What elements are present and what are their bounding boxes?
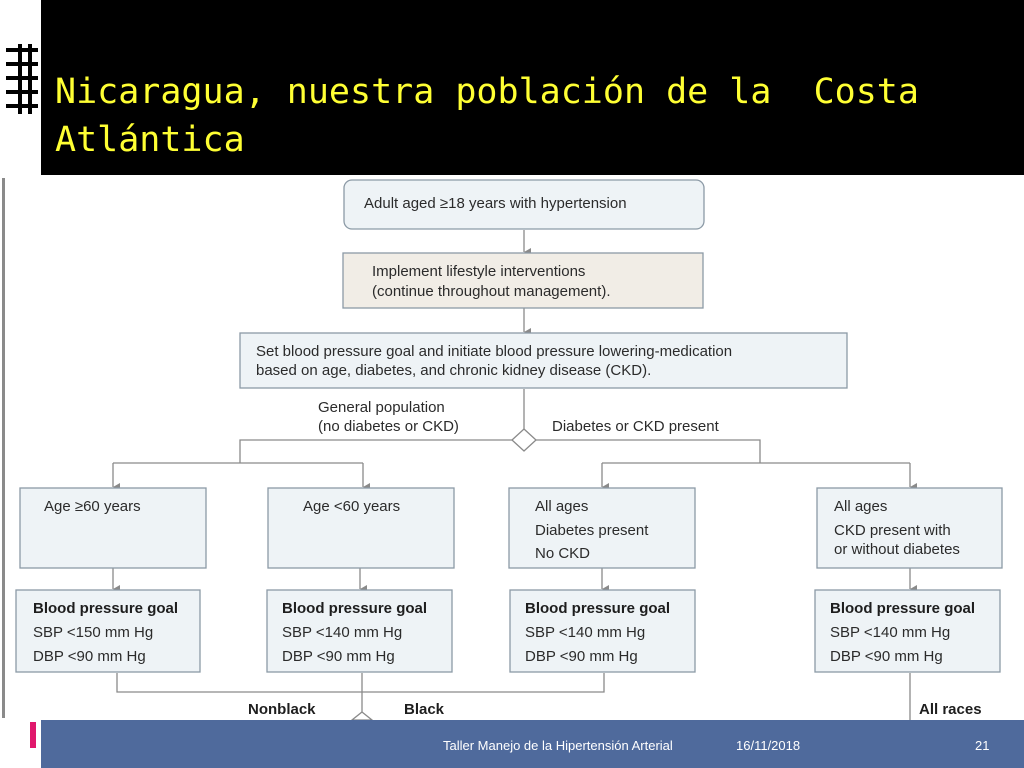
goal-1-heading: Blood pressure goal (33, 600, 179, 617)
group-3-line-1: All ages (535, 498, 589, 515)
goal-3-dbp: DBP <90 mm Hg (525, 648, 638, 665)
group-4-line-1: All ages (834, 498, 888, 515)
set-goal-box (240, 333, 847, 388)
lifestyle-line-1: Implement lifestyle interventions (372, 263, 586, 280)
branch-general-line-2: (no diabetes or CKD) (318, 418, 459, 435)
race-label-nonblack: Nonblack (248, 701, 316, 718)
decision-diamond (512, 429, 536, 451)
connector-right-branch (534, 440, 760, 463)
race-label-black: Black (404, 701, 445, 718)
goal-3-sbp: SBP <140 mm Hg (525, 624, 646, 641)
group-3-line-2: Diabetes present (535, 522, 649, 539)
decision-diamond-bottom (352, 712, 372, 720)
branch-diabetes-ckd: Diabetes or CKD present (552, 418, 719, 435)
lifestyle-line-2: (continue throughout management). (372, 283, 611, 300)
footer-page-number: 21 (975, 738, 990, 753)
connector-goals-merge (117, 673, 604, 692)
goal-1-dbp: DBP <90 mm Hg (33, 648, 146, 665)
goal-4-sbp: SBP <140 mm Hg (830, 624, 951, 641)
branch-general-line-1: General population (318, 399, 445, 416)
goal-3-heading: Blood pressure goal (525, 600, 671, 617)
goal-4-dbp: DBP <90 mm Hg (830, 648, 943, 665)
slide-title: Nicaragua, nuestra población de la Costa Atlántica (55, 72, 941, 160)
goal-2-heading: Blood pressure goal (282, 600, 428, 617)
connector-left-branch (240, 440, 514, 463)
set-goal-line-1: Set blood pressure goal and initiate blood pressure lowering-medication (256, 343, 733, 360)
group-4-line-3: or without diabetes (834, 541, 960, 558)
goal-2-dbp: DBP <90 mm Hg (282, 648, 395, 665)
start-label: Adult aged ≥18 years with hypertension (364, 195, 627, 212)
set-goal-line-2: based on age, diabetes, and chronic kidney disease (CKD). (256, 362, 652, 379)
goal-4-heading: Blood pressure goal (830, 600, 976, 617)
goal-2-sbp: SBP <140 mm Hg (282, 624, 403, 641)
footer-date: 16/11/2018 (736, 738, 801, 753)
footer-presentation-title: Taller Manejo de la Hipertensión Arterial (443, 738, 673, 753)
group-3-line-3: No CKD (535, 545, 591, 562)
group-1-line-1: Age ≥60 years (44, 498, 141, 515)
group-2-line-1: Age <60 years (303, 498, 401, 515)
goal-1-sbp: SBP <150 mm Hg (33, 624, 154, 641)
race-label-all-races: All races (919, 701, 982, 718)
group-4-line-2: CKD present with (834, 522, 951, 539)
footer-left-stub (16, 748, 38, 768)
